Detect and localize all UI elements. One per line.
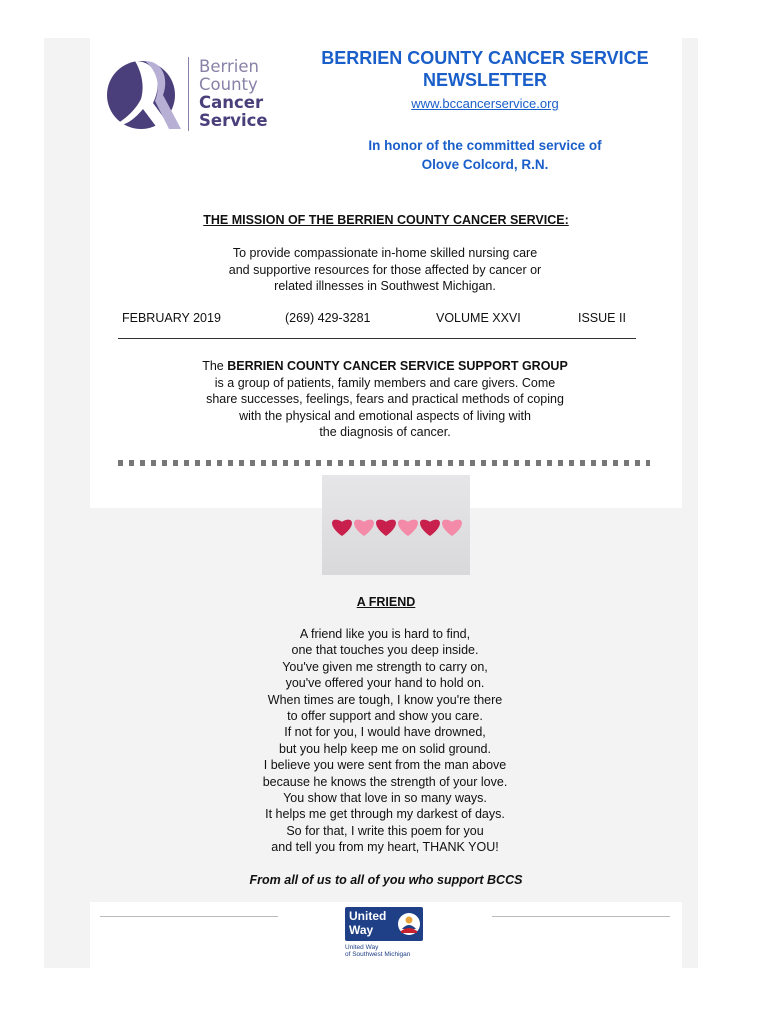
issue-number: ISSUE II [578, 311, 626, 325]
paper-hearts-image [322, 475, 470, 575]
dotted-divider [118, 460, 650, 466]
poem-line: A friend like you is hard to find, [299, 627, 471, 641]
mission-line: To provide compassionate in-home skilled nursing care [232, 246, 538, 260]
uw-line: United [349, 909, 387, 923]
hearts-garland-icon [322, 475, 470, 575]
united-way-logo [345, 907, 423, 941]
volume-number: VOLUME XXVI [436, 311, 521, 325]
heart-shape [332, 520, 352, 536]
footer-rule-left [100, 916, 278, 917]
heart-shape [354, 520, 374, 536]
poem-line: If not for you, I would have drowned, [284, 725, 486, 740]
poem-line: So for that, I write this poem for you [286, 823, 484, 838]
divider-line [118, 338, 636, 339]
support-line: the diagnosis of cancer. [319, 425, 451, 439]
heart-shape [420, 520, 440, 536]
poem-line: because he knows the strength of your love. [262, 774, 508, 789]
honor-line: Olove Colcord, R.N. [421, 157, 549, 172]
title-line: NEWSLETTER [423, 70, 547, 90]
issue-date: FEBRUARY 2019 [122, 311, 221, 325]
heart-shape [376, 520, 396, 536]
poem-line: to offer support and show you care. [287, 709, 483, 724]
support-prefix: The [202, 359, 228, 373]
united-way-hand-icon [397, 911, 421, 937]
poem-line: one that touches you deep inside. [291, 643, 479, 658]
footer-rule-right [492, 916, 670, 917]
logo-line: Cancer [199, 93, 264, 112]
mission-line: and supportive resources for those affected by cancer or [228, 262, 542, 277]
support-group-name: BERRIEN COUNTY CANCER SERVICE SUPPORT GROUP [227, 359, 568, 373]
logo-line: Service [199, 111, 268, 130]
mission-line: related illnesses in Southwest Michigan. [274, 279, 496, 293]
heart-shape [398, 520, 418, 536]
poem-line: It helps me get through my darkest of days. [265, 807, 505, 822]
united-way-wordmark [349, 909, 386, 937]
poem-line: You've given me strength to carry on, [282, 659, 488, 674]
support-group-text [160, 358, 610, 441]
logo-wordmark [199, 58, 268, 130]
logo-divider [188, 57, 189, 131]
poem-line: You show that love in so many ways. [283, 791, 487, 806]
mission-statement [150, 245, 620, 295]
poem-line: I believe you were sent from the man above [263, 758, 507, 773]
logo-line: Berrien [199, 57, 259, 76]
newsletter-title [290, 47, 680, 91]
poem-body [150, 626, 620, 856]
poem-line: and tell you from my heart, THANK YOU! [271, 840, 499, 855]
mission-heading: THE MISSION OF THE BERRIEN COUNTY CANCER SERVICE: [203, 213, 569, 227]
website-link[interactable]: www.bccancerservice.org [411, 96, 559, 111]
phone-number: (269) 429-3281 [285, 311, 371, 325]
heart-shape [442, 520, 462, 536]
logo-line: County [199, 75, 258, 94]
support-line: share successes, feelings, fears and practical methods of coping [206, 392, 564, 406]
uw-sub-line: United Way [345, 944, 379, 951]
uw-line: Way [349, 923, 374, 937]
poem-line: you've offered your hand to hold on. [285, 676, 485, 691]
support-line [160, 358, 610, 375]
honor-dedication [290, 136, 680, 174]
closing-line: From all of us to all of you who support BCCS [249, 873, 523, 887]
support-line: is a group of patients, family members and care givers. Come [214, 375, 556, 390]
poem-line: When times are tough, I know you're there [267, 692, 503, 707]
honor-line: In honor of the committed service of [368, 138, 602, 153]
poem-line: but you help keep me on solid ground. [279, 741, 491, 756]
poem-title: A FRIEND [356, 595, 416, 609]
uw-sub-line: of Southwest Michigan [345, 951, 411, 958]
support-line: with the physical and emotional aspects of living with [239, 408, 531, 423]
united-way-subtitle [345, 944, 410, 958]
title-line: BERRIEN COUNTY CANCER SERVICE [321, 48, 649, 68]
